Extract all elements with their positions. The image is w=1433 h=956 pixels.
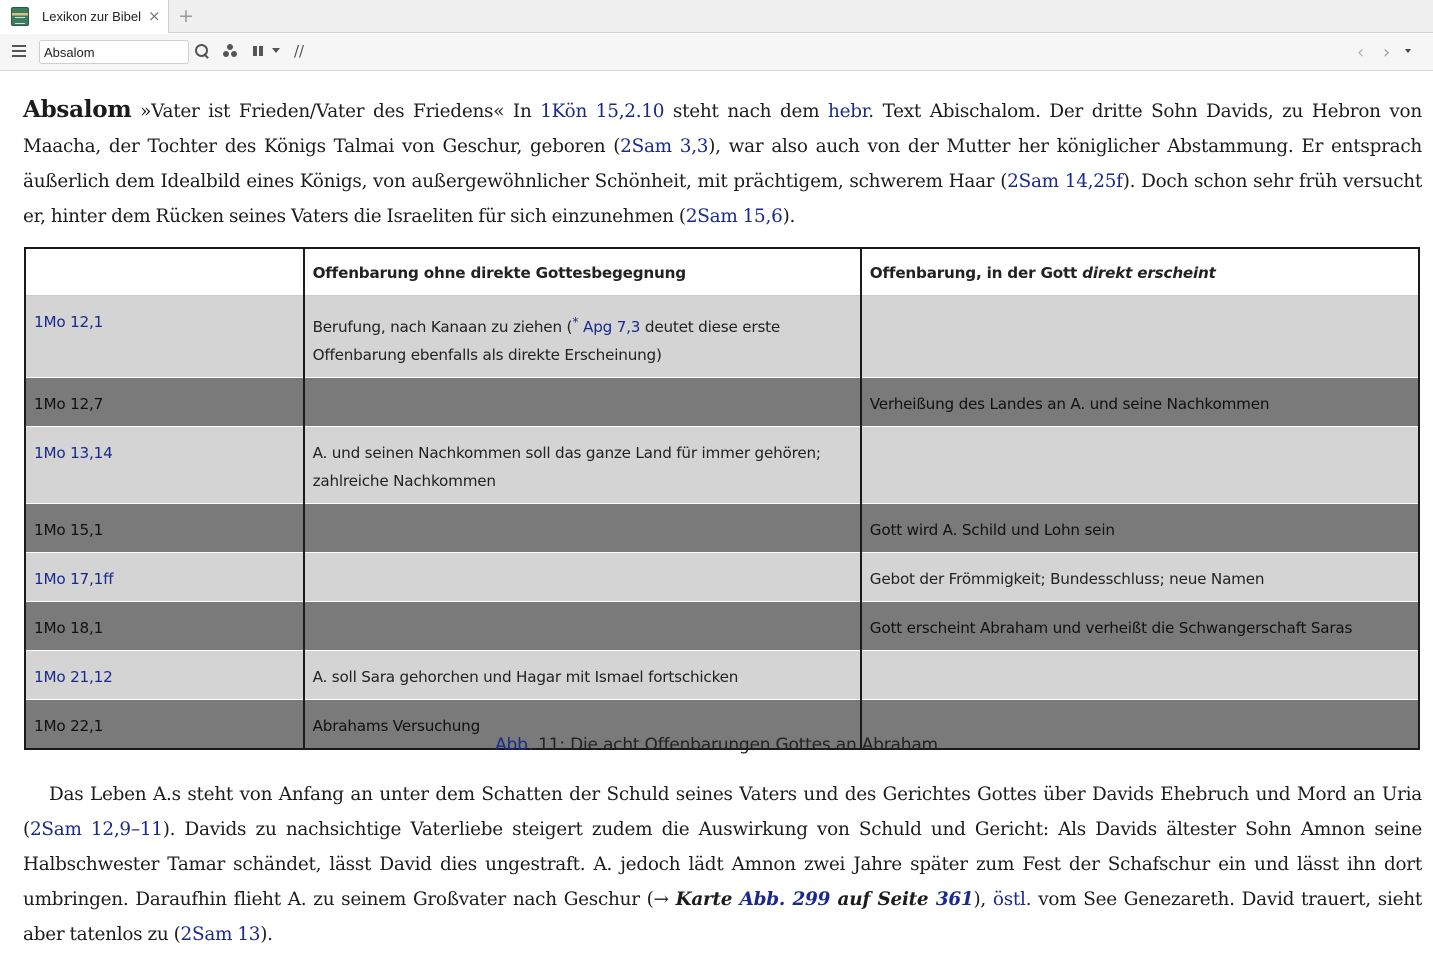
asterisk-marker[interactable]: * bbox=[572, 314, 579, 329]
entry-text-continued bbox=[23, 777, 1422, 952]
table-row bbox=[25, 378, 1419, 427]
table-cell bbox=[304, 504, 861, 553]
abbrev-link[interactable]: hebr. bbox=[828, 101, 874, 122]
bible-ref-link[interactable]: 1Mo 17,1ff bbox=[25, 553, 304, 602]
chevron-down-icon[interactable] bbox=[272, 48, 280, 53]
entry-paragraph-1: Absalom »Vater ist Frieden/Vater des Friedens« In 1Kön 15,2.10 steht nach dem hebr. Text Abischalom. Der dritte Sohn Davids, zu Hebron von Maacha, der Tochter des Königs Talmai von Geschur, geboren (2Sam 3,3), war also auch von der Mutter her königlicher Abstammung. Er entsprach äußerlich dem Idealbild eines Königs, von außergewöhnlicher Schönheit, mit prächtigem, schwerem Haar (2Sam 14,25f). Doch schon sehr früh versucht er, hinter dem Rücken seines Vaters die Israeliten für sich einzunehmen (2Sam 15,6). bbox=[23, 96, 1422, 227]
table-cell: Gebot der Frömmigkeit; Bundesschluss; neue Namen bbox=[861, 553, 1419, 602]
bible-ref-link[interactable]: 1Mo 12,1 bbox=[25, 296, 304, 378]
revelations-table bbox=[24, 247, 1420, 750]
parallel-icon[interactable]: // bbox=[294, 42, 305, 60]
bible-ref-link[interactable]: 2Sam 13 bbox=[180, 924, 261, 945]
table-cell bbox=[304, 553, 861, 602]
tab-title: Lexikon zur Bibel bbox=[42, 9, 141, 24]
lemma-title: Absalom bbox=[23, 96, 132, 123]
page-link[interactable]: 361 bbox=[935, 889, 974, 910]
table-cell bbox=[861, 296, 1419, 378]
table-row bbox=[25, 602, 1419, 651]
bible-ref-link[interactable]: 1Mo 21,12 bbox=[25, 651, 304, 700]
table-cell bbox=[861, 651, 1419, 700]
toolbar bbox=[0, 34, 1433, 71]
bible-ref-link[interactable]: 1Kön 15,2.10 bbox=[540, 101, 665, 122]
history-dropdown-icon[interactable] bbox=[1405, 49, 1411, 53]
table-cell: A. soll Sara gehorchen und Hagar mit Ismael fortschicken bbox=[304, 651, 861, 700]
abbrev-link[interactable]: östl. bbox=[992, 889, 1032, 910]
close-icon[interactable]: × bbox=[148, 7, 161, 25]
bible-ref-link[interactable]: 1Mo 12,7 bbox=[25, 378, 304, 427]
bible-ref-link[interactable]: 1Mo 22,1 bbox=[25, 700, 304, 750]
bible-ref-link[interactable]: Apg 7,3 bbox=[578, 318, 641, 337]
table-row bbox=[25, 651, 1419, 700]
bible-ref-link[interactable]: 2Sam 15,6 bbox=[685, 206, 783, 227]
table-cell bbox=[861, 427, 1419, 504]
table-cell: Abrahams Versuchung bbox=[304, 700, 861, 750]
back-icon[interactable]: ‹ bbox=[1357, 42, 1365, 63]
table-row bbox=[25, 553, 1419, 602]
table-cell: Gott erscheint Abraham und verheißt die Schwangerschaft Saras bbox=[861, 602, 1419, 651]
table-cell bbox=[304, 378, 861, 427]
abb-link[interactable]: Abb. bbox=[495, 735, 533, 755]
bible-ref-link[interactable]: 2Sam 3,3 bbox=[620, 136, 709, 157]
table-caption: Abb. 11: Die acht Offenbarungen Gottes an Abraham bbox=[495, 735, 938, 755]
bible-ref-link[interactable]: 1Mo 13,14 bbox=[25, 427, 304, 504]
table-row bbox=[25, 296, 1419, 378]
book-icon bbox=[11, 7, 29, 26]
table-cell: A. und seinen Nachkommen soll das ganze Land für immer gehören; zahlreiche Nachkommen bbox=[304, 427, 861, 504]
bible-ref-link[interactable]: 1Mo 15,1 bbox=[25, 504, 304, 553]
table-header bbox=[25, 248, 304, 296]
bible-ref-link[interactable]: 2Sam 14,25f bbox=[1007, 171, 1123, 192]
table-row bbox=[25, 504, 1419, 553]
table-header: Offenbarung, in der Gott direkt erscheint bbox=[861, 248, 1419, 296]
bible-ref-link[interactable]: 1Mo 18,1 bbox=[25, 602, 304, 651]
table-cell bbox=[304, 602, 861, 651]
entry-paragraph-2: Das Leben A.s steht von Anfang an unter dem Schatten der Schuld seines Vaters und des Gerichtes Gottes über Davids Ehebruch und Mord an Uria (2Sam 12,9–11). Davids zu nachsichtige Vaterliebe steigert zudem die Auswirkung von Schuld und Gericht: Als Davids ältester Sohn Amnon seine Halbschwester Tamar schändet, lässt David dies ungestraft. A. jedoch lädt Amnon zwei Jahre später zum Fest der Schafschur ein und lässt ihn dort umbringen. Daraufhin flieht A. zu seinem Großvater nach Geschur (→ Karte Abb. 299 auf Seite 361), östl. vom See Genezareth. David trauert, sieht aber tatenlos zu (2Sam 13). bbox=[23, 784, 1423, 945]
search-input[interactable] bbox=[39, 40, 189, 64]
table-header: Offenbarung ohne direkte Gottesbegegnung bbox=[304, 248, 861, 296]
tab-lexikon[interactable] bbox=[0, 0, 169, 33]
info-dots-icon[interactable] bbox=[222, 43, 238, 59]
bible-ref-link[interactable]: 2Sam 12,9–11 bbox=[29, 819, 163, 840]
table-cell: Gott wird A. Schild und Lohn sein bbox=[861, 504, 1419, 553]
tab-bar bbox=[0, 0, 1433, 33]
table-row bbox=[25, 427, 1419, 504]
table-cell: Verheißung des Landes an A. und seine Nachkommen bbox=[861, 378, 1419, 427]
table-header-row bbox=[25, 248, 1419, 296]
table-cell: Berufung, nach Kanaan zu ziehen (* Apg 7,3 deutet diese erste Offenbarung ebenfalls als direkte Erscheinung) bbox=[304, 296, 861, 378]
add-tab-icon[interactable]: + bbox=[178, 5, 194, 27]
entry-text bbox=[23, 92, 1422, 234]
figure-link[interactable]: Abb. 299 bbox=[739, 889, 831, 910]
forward-icon[interactable]: › bbox=[1383, 42, 1391, 63]
menu-icon[interactable] bbox=[12, 45, 26, 57]
search-icon[interactable] bbox=[194, 43, 210, 59]
